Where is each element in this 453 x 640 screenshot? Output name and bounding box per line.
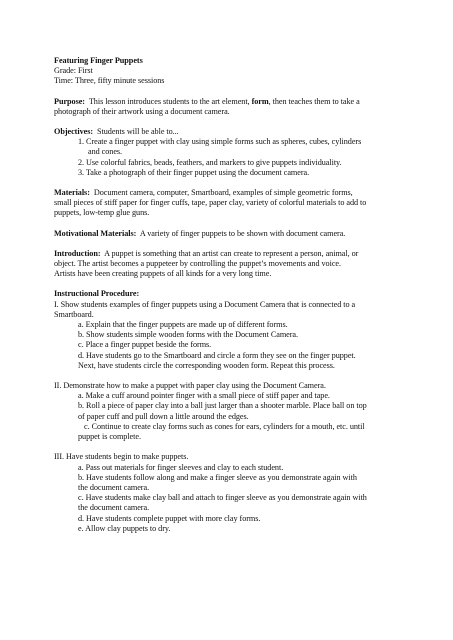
- grade-line: Grade: First: [54, 66, 93, 76]
- procedure-step-1b: b. Show students simple wooden forms with the Document Camera.: [78, 330, 298, 340]
- objectives-label: Objectives:: [54, 127, 94, 137]
- motivational-label: Motivational Materials:: [54, 228, 137, 238]
- procedure-step-2: II. Demonstrate how to make a puppet with paper clay using the Document Camera.: [54, 381, 326, 391]
- procedure-step-2c: c. Continue to create clay forms such as cones for ears, cylinders for a mouth, etc. until: [84, 421, 365, 431]
- motivational-paragraph: [54, 229, 414, 239]
- purpose-label: Purpose:: [54, 96, 85, 106]
- procedure-step-3c-cont: the document camera.: [78, 503, 150, 513]
- lesson-plan-body: [54, 56, 414, 534]
- procedure-step-3a: a. Pass out materials for finger sleeves and clay to each student.: [78, 462, 284, 472]
- procedure-step-3d: d. Have students complete puppet with more clay forms.: [78, 513, 261, 523]
- motivational-text: A variety of finger puppets to be shown with document camera.: [139, 228, 346, 238]
- introduction-line-3: Artists have been creating puppets of all kinds for a very long time.: [54, 269, 272, 279]
- purpose-line-2: photograph of their artwork using a document camera.: [54, 106, 230, 116]
- procedure-heading: Instructional Procedure:: [54, 289, 140, 299]
- materials-line-1: Document camera, computer, Smartboard, examples of simple geometric forms,: [93, 188, 353, 198]
- procedure-step-3b-cont: the document camera.: [78, 482, 150, 492]
- materials-line-2: small pieces of stiff paper for finger cuffs, tape, paper clay, variety of colorful materials to add to: [54, 198, 367, 208]
- procedure-step-2c-cont: puppet is complete.: [78, 432, 141, 442]
- objective-1-cont: and cones.: [88, 147, 123, 157]
- objectives-heading: [54, 127, 414, 137]
- procedure-step-3c: c. Have students make clay ball and attach to finger sleeve as you demonstrate again with: [78, 493, 367, 503]
- procedure-step-2b-cont: of paper cuff and pull down a little around the edges.: [78, 411, 249, 421]
- objective-2: 2. Use colorful fabrics, beads, feathers, and markers to give puppets individuality.: [78, 157, 342, 167]
- purpose-paragraph: [54, 97, 414, 107]
- introduction-label: Introduction:: [54, 248, 101, 258]
- procedure-step-1-next: Next, have students circle the corresponding wooden form. Repeat this process.: [78, 360, 335, 370]
- objectives-intro: Students will be able to...: [97, 127, 179, 137]
- procedure-step-1a: a. Explain that the finger puppets are made up of different forms.: [78, 320, 288, 330]
- procedure-step-1c: c. Place a finger puppet beside the forms.: [78, 340, 212, 350]
- procedure-step-1: I. Show students examples of finger puppets using a Document Camera that is connected to a: [54, 299, 356, 309]
- objective-1: 1. Create a finger puppet with clay using simple forms such as spheres, cubes, cylinders: [78, 137, 362, 147]
- materials-label: Materials:: [54, 188, 90, 198]
- materials-line-3: puppets, low-temp glue guns.: [54, 208, 150, 218]
- introduction-line-1: A puppet is something that an artist can create to represent a person, animal, or: [104, 248, 359, 258]
- objective-3: 3. Take a photograph of their finger puppet using the document camera.: [78, 167, 310, 177]
- procedure-step-1d: d. Have students go to the Smartboard and circle a form they see on the finger puppet.: [78, 350, 356, 360]
- purpose-text-a: This lesson introduces students to the art element,: [88, 96, 250, 106]
- purpose-term: form: [251, 96, 269, 106]
- procedure-step-1-cont: Smartboard.: [54, 309, 94, 319]
- procedure-step-3: III. Have students begin to make puppets.: [54, 452, 189, 462]
- materials-paragraph: [54, 188, 414, 198]
- procedure-step-3e: e. Allow clay puppets to dry.: [78, 523, 171, 533]
- time-line: Time: Three, fifty minute sessions: [54, 76, 165, 86]
- introduction-line-2: object. The artist becomes a puppeteer by controlling the puppet’s movements and voice.: [54, 259, 341, 269]
- procedure-step-3b: b. Have students follow along and make a finger sleeve as you demonstrate again with: [78, 472, 357, 482]
- introduction-paragraph: [54, 249, 414, 259]
- procedure-step-2a: a. Make a cuff around pointer finger with a small piece of stiff paper and tape.: [78, 391, 330, 401]
- procedure-step-2b: b. Roll a piece of paper clay into a ball just larger than a shooter marble. Place ball on top: [78, 401, 367, 411]
- document-title: Featuring Finger Puppets: [54, 56, 143, 65]
- purpose-text-b: , then teaches them to take a: [268, 96, 360, 106]
